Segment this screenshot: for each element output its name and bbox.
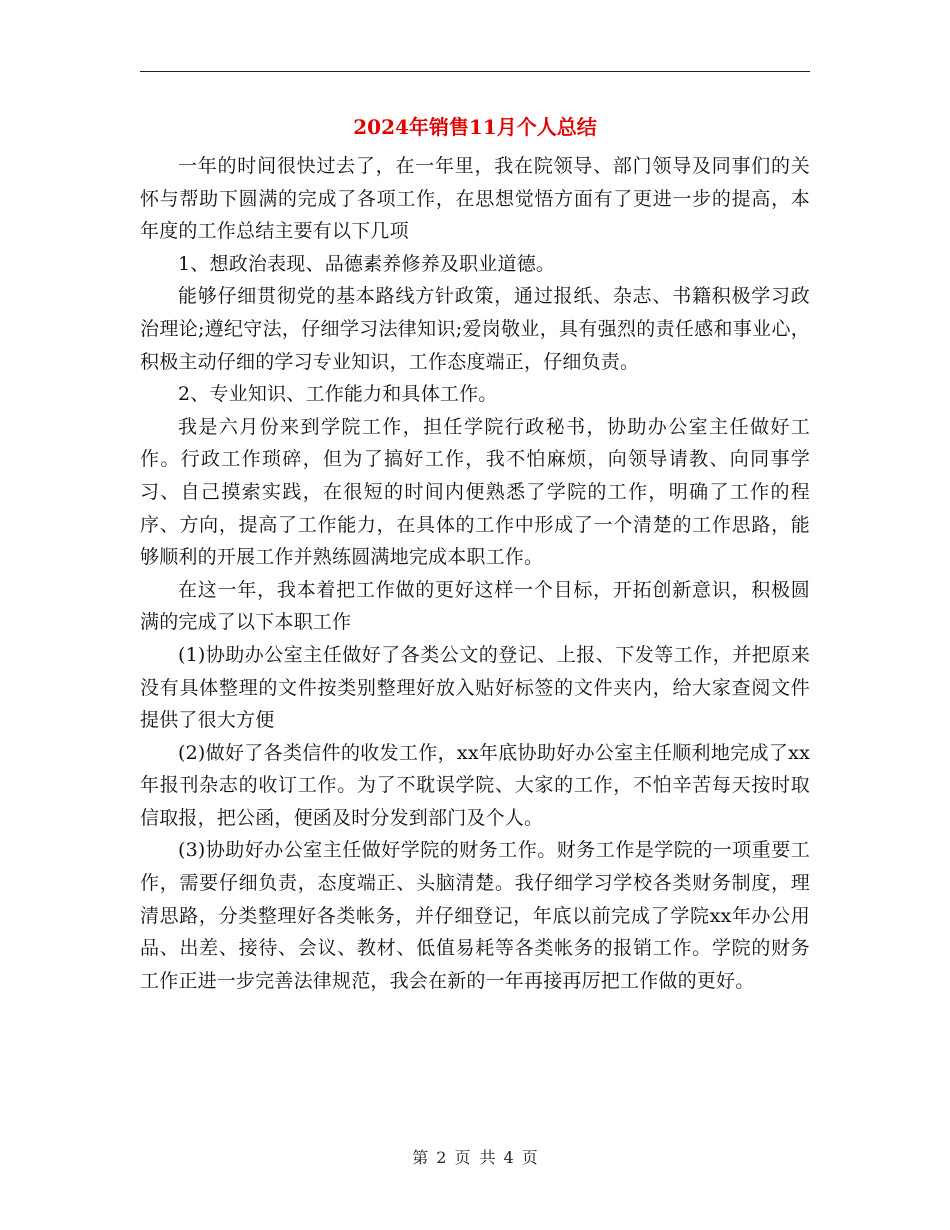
document-title: 2024年销售11月个人总结 <box>353 115 597 139</box>
page-suffix: 页 <box>521 1148 538 1167</box>
list-item-3: (3)协助好办公室主任做好学院的财务工作。财务工作是学院的一项重要工作，需要仔细负责，态度端正、头脑清楚。我仔细学习学校各类财务制度，理清思路，分类整理好各类帐务，并仔细登记，年底以前完成了学院xx年办公用品、出差、接待、会议、教材、低值易耗等各类帐务的报销工作。学院的财务工作正进一步完善法律规范，我会在新的一年再接再厉把工作做的更好。 <box>140 839 810 992</box>
list-item-1: (1)协助办公室主任做好了各类公文的登记、上报、下发等工作，并把原来没有具体整理的文件按类别整理好放入贴好标签的文件夹内，给大家查阅文件提供了很大方便 <box>140 643 810 732</box>
page-footer <box>140 1147 810 1169</box>
page-mid: 页 共 <box>454 1148 496 1167</box>
heading-professional-knowledge: 2、专业知识、工作能力和具体工作。 <box>178 383 498 406</box>
page-total: 4 <box>503 1148 514 1167</box>
paragraph-year-goal: 在这一年，我本着把工作做的更好这样一个目标，开拓创新意识，积极圆满的完成了以下本职工作 <box>140 578 810 634</box>
list-item-2: (2)做好了各类信件的收发工作，xx年底协助好办公室主任顺利地完成了xx年报刊杂志的收订工作。为了不耽误学院、大家的工作，不怕辛苦每天按时取信取报，把公函，便函及时分发到部门及个人。 <box>140 741 810 829</box>
document-body <box>140 150 810 997</box>
heading-political-performance: 1、想政治表现、品德素养修养及职业道德。 <box>178 252 556 275</box>
header-rule <box>140 71 810 72</box>
page-current: 2 <box>436 1148 447 1167</box>
paragraph-work-experience: 我是六月份来到学院工作，担任学院行政秘书，协助办公室主任做好工作。行政工作琐碎，但为了搞好工作，我不怕麻烦，向领导请教、向同事学习、自己摸索实践，在很短的时间内便熟悉了学院的工作，明确了工作的程序、方向，提高了工作能力，在具体的工作中形成了一个清楚的工作思路，能够顺利的开展工作并熟练圆满地完成本职工作。 <box>140 415 810 569</box>
paragraph-intro: 一年的时间很快过去了，在一年里，我在院领导、部门领导及同事们的关怀与帮助下圆满的完成了各项工作，在思想觉悟方面有了更进一步的提高，本年度的工作总结主要有以下几项 <box>140 155 810 243</box>
paragraph-political-performance: 能够仔细贯彻党的基本路线方针政策，通过报纸、杂志、书籍积极学习政治理论;遵纪守法，仔细学习法律知识;爱岗敬业，具有强烈的责任感和事业心，积极主动仔细的学习专业知识，工作态度端正，仔细负责。 <box>140 285 810 373</box>
page-prefix: 第 <box>412 1148 429 1167</box>
